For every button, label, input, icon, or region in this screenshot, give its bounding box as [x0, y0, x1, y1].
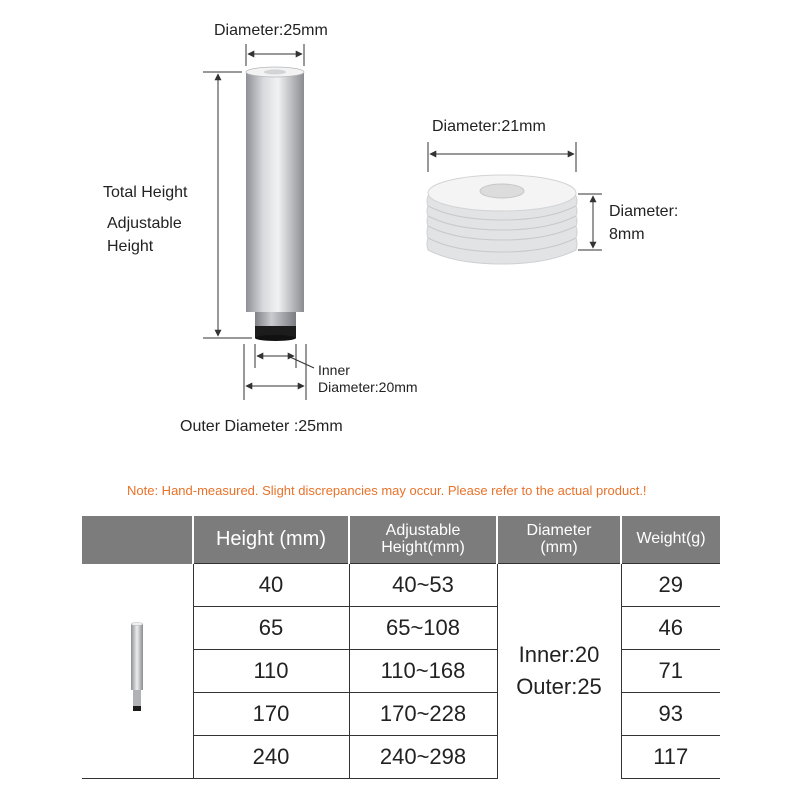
table-header-row: [82, 516, 720, 564]
header-adjustable: [349, 516, 497, 564]
cell-height: 65: [193, 607, 349, 650]
washer-diameter-label: Diameter:21mm: [432, 118, 546, 135]
diameter-inner: Inner:20: [518, 642, 600, 668]
leg-top-diameter-label: Diameter:25mm: [214, 22, 328, 39]
cell-weight: 117: [621, 736, 720, 779]
header-adjustable-line2: Height(mm): [381, 538, 465, 556]
table-row: [82, 564, 720, 607]
cell-adjustable: 240~298: [349, 736, 497, 779]
leg-illustration: [246, 67, 304, 341]
washer-hole-label-1: Diameter:: [609, 203, 679, 220]
leg-thumbnail: [127, 622, 147, 714]
measurement-note: Note: Hand-measured. Slight discrepancies may occur. Please refer to the actual product.!: [127, 483, 647, 498]
cell-weight: 29: [621, 564, 720, 607]
cell-diameter: [497, 564, 621, 779]
cell-height: 110: [193, 650, 349, 693]
inner-diameter-label-2: Diameter:20mm: [318, 379, 418, 395]
leg-thumbnail-cell: [82, 564, 193, 779]
cell-adjustable: 110~168: [349, 650, 497, 693]
inner-diameter-label-1: Inner: [318, 362, 350, 378]
cell-adjustable: 40~53: [349, 564, 497, 607]
washer-illustration: [427, 175, 577, 264]
cell-height: 170: [193, 693, 349, 736]
cell-adjustable: 170~228: [349, 693, 497, 736]
header-height: Height (mm): [193, 516, 349, 564]
spec-table: [82, 516, 720, 779]
cell-weight: 46: [621, 607, 720, 650]
adjustable-height-label-2: Height: [107, 238, 154, 255]
header-adjustable-line1: Adjustable: [385, 521, 461, 539]
diameter-outer: Outer:25: [516, 674, 602, 700]
cell-adjustable: 65~108: [349, 607, 497, 650]
header-diameter-line1: Diameter: [526, 521, 592, 539]
header-image: [82, 516, 193, 564]
cell-weight: 71: [621, 650, 720, 693]
total-height-label: Total Height: [103, 184, 188, 201]
header-diameter-line2: (mm): [540, 538, 578, 556]
header-diameter: [497, 516, 621, 564]
washer-hole-label-2: 8mm: [609, 226, 645, 243]
cell-weight: 93: [621, 693, 720, 736]
cell-height: 240: [193, 736, 349, 779]
outer-diameter-label: Outer Diameter :25mm: [180, 418, 343, 435]
adjustable-height-label-1: Adjustable: [107, 215, 182, 232]
header-weight: Weight(g): [621, 516, 720, 564]
cell-height: 40: [193, 564, 349, 607]
